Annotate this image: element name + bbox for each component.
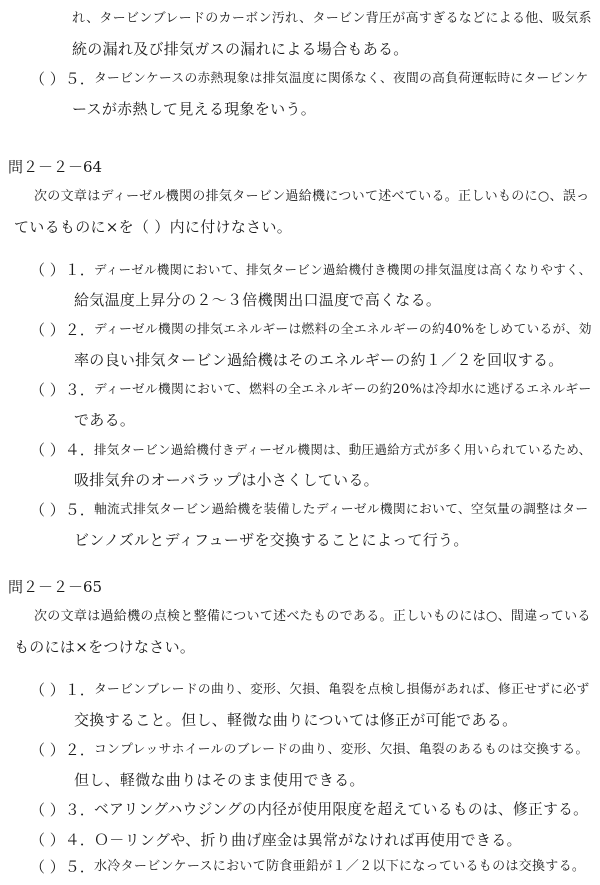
q64-item-5-line-1: 軸流式排気タービン過給機を装備したディーゼル機関において、空気量の調整はター	[94, 502, 589, 517]
q65-item-2-line-1: コンプレッサホイールのブレードの曲り、変形、欠損、亀裂のあるものは交換する。	[94, 742, 589, 757]
q65-item-1-line-2: 交換すること。但し、軽微な曲りについては修正が可能である。	[74, 711, 518, 729]
q64-item-2-mark: （ ）２．	[30, 321, 95, 339]
question-65-intro-line-2: ものには×をつけなさい。	[14, 638, 196, 656]
q65-item-4-mark: （ ）４．	[30, 831, 95, 849]
q64-item-5-mark: （ ）５．	[30, 501, 95, 519]
q65-item-4-line-1: Ｏ－リングや、折り曲げ座金は異常がなければ再使用できる。	[94, 831, 522, 849]
q64-item-4-mark: （ ）４．	[30, 441, 95, 459]
question-64-intro-line-2: ているものに×を（ ）内に付けなさい。	[14, 218, 293, 236]
q65-item-3-line-1: ベアリングハウジングの内径が使用限度を超えているものは、修正する。	[94, 801, 589, 818]
q64-item-1-line-2: 給気温度上昇分の２～３倍機関出口温度で高くなる。	[74, 291, 442, 309]
continuation-line-1: れ、タービンブレードのカーボン汚れ、タービン背圧が高すぎるなどによる他、吸気系	[72, 11, 592, 26]
q64-item-1-line-1: ディーゼル機関において、排気タービン過給機付き機関の排気温度は高くなりやすく、	[94, 262, 592, 277]
top-item-5-line-1: タービンケースの赤熱現象は排気温度に関係なく、夜間の高負荷運転時にタービンケ	[94, 71, 589, 86]
q64-item-2-line-1: ディーゼル機関の排気エネルギーは燃料の全エネルギーの約40%をしめているが、効	[94, 322, 592, 337]
q65-item-5-line-1: 水冷タービンケースにおいて防食亜鉛が１／２以下になっているものは交換する。	[94, 859, 586, 874]
top-item-5-line-2: ースが赤熱して見える現象をいう。	[72, 100, 317, 118]
q64-item-1-mark: （ ）１．	[30, 261, 95, 279]
q64-item-3-line-2: である。	[74, 411, 136, 429]
question-64-number: 問２－２－64	[8, 158, 103, 176]
q64-item-3-mark: （ ）３．	[30, 381, 95, 399]
q65-item-1-mark: （ ）１．	[30, 681, 95, 699]
q64-item-5-line-2: ビンノズルとディフューザを交換することによって行う。	[74, 531, 469, 549]
question-64-intro-line-1: 次の文章はディーゼル機関の排気タービン過給機について述べている。正しいものに○、誤っ	[34, 189, 590, 204]
q65-item-3-mark: （ ）３．	[30, 801, 95, 819]
q65-item-5-mark: （ ）５．	[30, 858, 95, 876]
q65-item-2-mark: （ ）２．	[30, 741, 95, 759]
q65-item-1-line-1: タービンブレードの曲り、変形、欠損、亀裂を点検し損傷があれば、修正せずに必ず	[94, 682, 590, 697]
q64-item-4-line-2: 吸排気弁のオーバラップは小さくしている。	[74, 471, 379, 489]
question-65-intro-line-1: 次の文章は過給機の点検と整備について述べたものである。正しいものには○、間違っている	[34, 609, 591, 624]
question-65-number: 問２－２－65	[8, 578, 103, 596]
q64-item-2-line-2: 率の良い排気タービン過給機はそのエネルギーの約１／２を回収する。	[74, 351, 564, 369]
q65-item-2-line-2: 但し、軽微な曲りはそのまま使用できる。	[74, 771, 365, 789]
top-item-5-mark: （ ）５．	[30, 70, 95, 88]
continuation-line-2: 統の漏れ及び排気ガスの漏れによる場合もある。	[72, 40, 409, 58]
q64-item-4-line-1: 排気タービン過給機付きディーゼル機関は、動圧過給方式が多く用いられているため、	[94, 442, 592, 457]
q64-item-3-line-1: ディーゼル機関において、燃料の全エネルギーの約20%は冷却水に逃げるエネルギー	[94, 382, 592, 397]
